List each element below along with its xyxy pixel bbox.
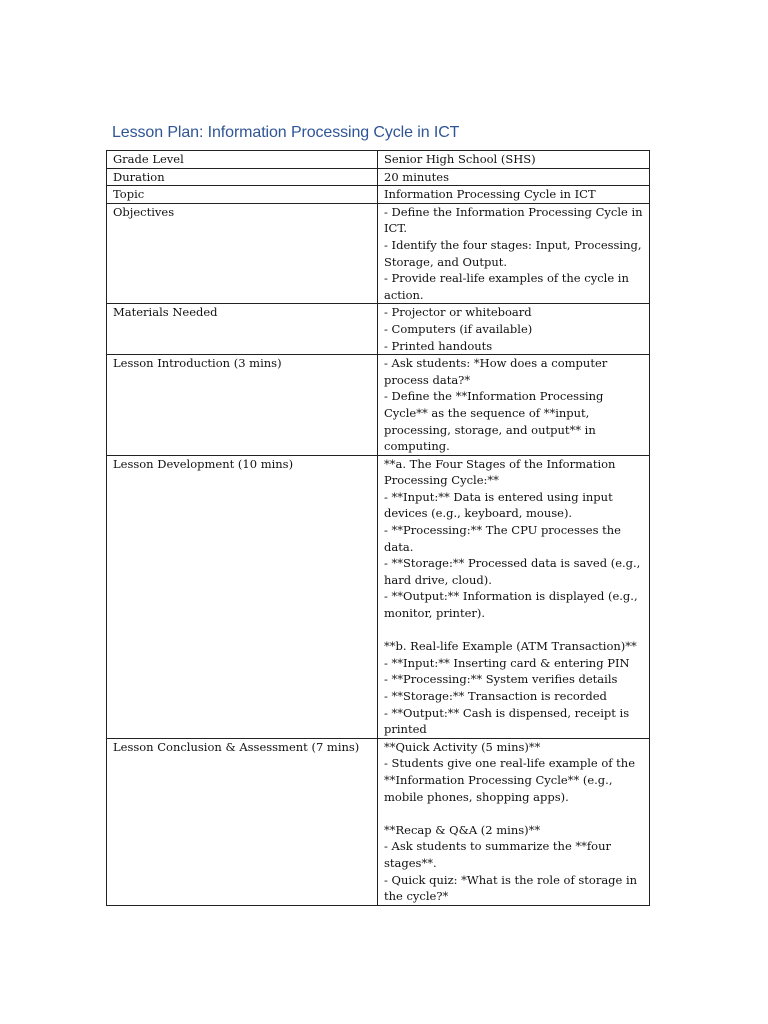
table-row-introduction — [107, 355, 650, 456]
row-label: Duration — [107, 168, 378, 186]
table-row-topic — [107, 186, 650, 204]
row-label: Lesson Development (10 mins) — [107, 455, 378, 738]
row-content: - Define the Information Processing Cycle in ICT. - Identify the four stages: Input, Processing, Storage, and Output. - Provide real-life examples of the cycle in action. — [378, 203, 650, 304]
row-label: Topic — [107, 186, 378, 204]
row-content: - Ask students: *How does a computer process data?* - Define the **Information Processing Cycle** as the sequence of **input, processing, storage, and output** in computing. — [378, 355, 650, 456]
table-row-objectives — [107, 203, 650, 304]
row-content: **Quick Activity (5 mins)** - Students give one real-life example of the **Information Processing Cycle** (e.g., mobile phones, shopping apps). **Recap & Q&A (2 mins)** - Ask students to summarize the **four stages**. - Quick quiz: *What is the role of storage in the cycle?* — [378, 738, 650, 905]
table-row-grade-level — [107, 151, 650, 169]
row-content: 20 minutes — [378, 168, 650, 186]
page-title: Lesson Plan: Information Processing Cycle in ICT — [112, 124, 460, 141]
table-row-conclusion — [107, 738, 650, 905]
row-label: Objectives — [107, 203, 378, 304]
table-row-materials — [107, 304, 650, 355]
table-row-duration — [107, 168, 650, 186]
row-label: Lesson Introduction (3 mins) — [107, 355, 378, 456]
lesson-plan-table — [106, 150, 650, 906]
row-label: Grade Level — [107, 151, 378, 169]
row-content: Information Processing Cycle in ICT — [378, 186, 650, 204]
row-content: **a. The Four Stages of the Information Processing Cycle:** - **Input:** Data is entered using input devices (e.g., keyboard, mouse). - **Processing:** The CPU processes the data. - **Storage:** Processed data is saved (e.g., hard drive, cloud). - **Output:** Information is displayed (e.g., monitor, printer). **b. Real-life Example (ATM Transaction)** - **Input:** Inserting card & entering PIN - **Processing:** System verifies details - **Storage:** Transaction is recorded - **Output:** Cash is dispensed, receipt is printed — [378, 455, 650, 738]
table-row-development — [107, 455, 650, 738]
row-content: Senior High School (SHS) — [378, 151, 650, 169]
row-content: - Projector or whiteboard - Computers (if available) - Printed handouts — [378, 304, 650, 355]
row-label: Lesson Conclusion & Assessment (7 mins) — [107, 738, 378, 905]
row-label: Materials Needed — [107, 304, 378, 355]
